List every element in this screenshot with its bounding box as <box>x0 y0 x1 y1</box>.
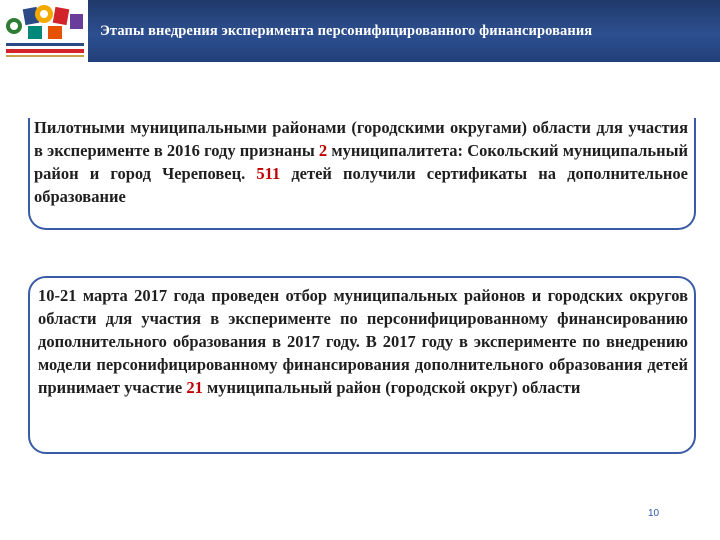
highlight-number: 2 <box>318 141 328 160</box>
text-segment: муниципальный район (городской округ) области <box>202 378 581 397</box>
logo-text-line <box>6 55 84 57</box>
text-segment: Пилотными муниципальными районами (городскими округами) области для участия в эксперименте в 2016 году признаны <box>34 118 688 160</box>
header-bar <box>0 0 720 62</box>
logo-text-line <box>6 49 84 53</box>
page-number: 10 <box>648 508 660 519</box>
page-title: Этапы внедрения эксперимента персонифицированного финансирования <box>100 23 593 39</box>
logo <box>0 0 88 62</box>
highlight-number: 511 <box>256 164 281 183</box>
logo-emblem-icon <box>4 2 86 44</box>
text-segment: 10-21 марта 2017 года проведен отбор муниципальных районов и городских округов области для участия в эксперименте по персонифицированному финансированию дополнительного образования в 2017 году. В 2017 году в эксперименте по внедрению модели персонифицированному финансирования дополнительного образования детей принимает участие <box>38 286 688 397</box>
paragraph-pilot-districts <box>34 116 688 208</box>
text-segment: муниципалитета: Сокольский муниципальный район и город Череповец. <box>34 141 688 183</box>
logo-text-line <box>6 43 84 46</box>
paragraph-selection-2017 <box>38 284 688 399</box>
text-segment: детей получили сертификаты на дополнительное образование <box>34 164 688 206</box>
highlight-number: 21 <box>186 378 203 397</box>
